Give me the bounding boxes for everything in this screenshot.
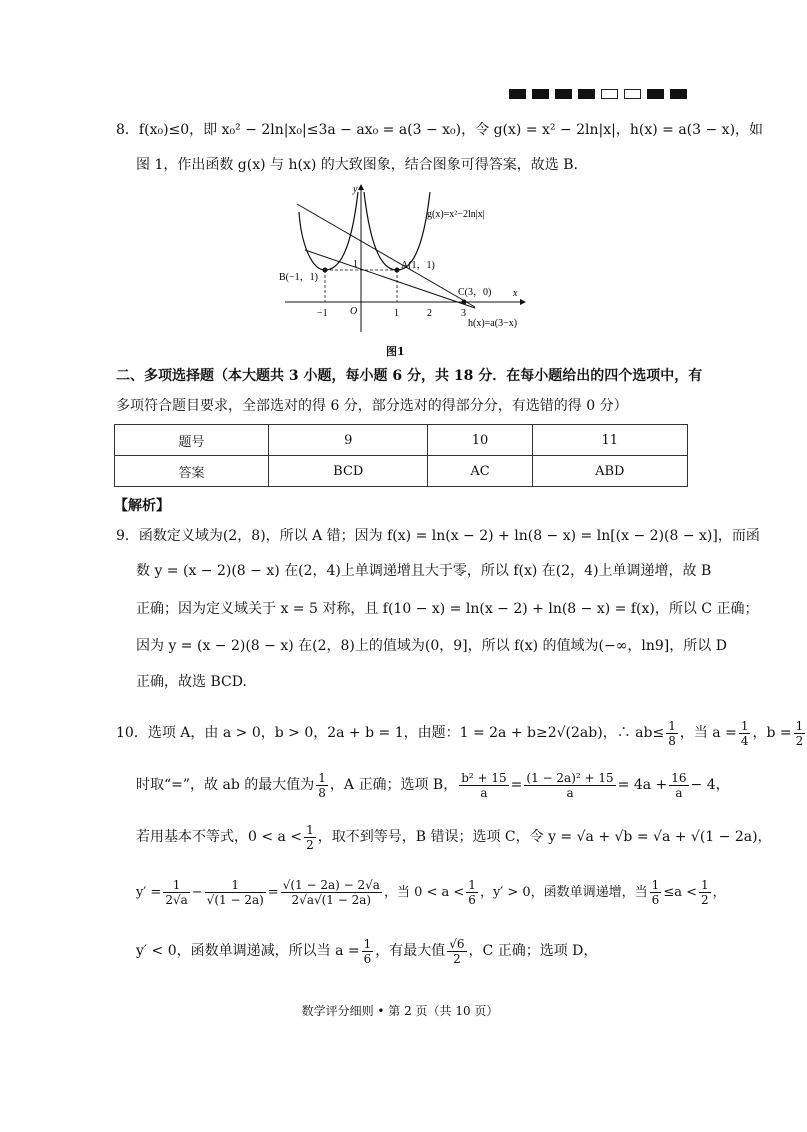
fraction [699, 878, 711, 907]
q10-text: ，b = [752, 725, 792, 741]
q9-line1 [116, 526, 760, 546]
g-curve-right [364, 192, 430, 270]
q10-text: ≤a < [663, 885, 697, 900]
section2-text1: 二、多项选择题（本大题共 3 小题，每小题 6 分，共 18 分．在每小题给出的四个选项中，有 [116, 368, 703, 384]
fraction-denominator: 6 [468, 893, 476, 907]
fraction-numerator: 1 [306, 822, 314, 837]
table-cell-answer: BCD [269, 456, 428, 487]
header-square [601, 89, 618, 99]
header-square [670, 89, 687, 99]
fraction-denominator: 2 [453, 951, 461, 966]
table-row [115, 456, 688, 487]
h-label: h(x)=a(3−x) [468, 318, 518, 329]
q10-text: ，当 0 < a < [383, 885, 465, 900]
fraction-denominator: a [566, 785, 574, 800]
table-cell-answer: AC [428, 456, 532, 487]
q10-text: y′ < 0，函数单调递减，所以当 a = [136, 943, 360, 959]
q10-text: ， [712, 885, 726, 900]
q9-line4: 因为 y = (x − 2)(8 − x) 在(2，8)上的值域为(0，9]，所以 f(x) 的值域为(−∞，ln9]，所以 D [136, 638, 727, 654]
q10-line1 [116, 716, 807, 750]
g-label: g(x)=x²−2ln|x| [427, 209, 485, 220]
fraction-numerator: 16 [671, 770, 687, 785]
x-axis-arrow [520, 299, 526, 305]
q10-text: 选项 A，由 a > 0，b > 0，2a + b = 1，由题：1 = 2a + b≥2√(2ab)，∴ ab≤ [147, 725, 665, 741]
fraction-denominator: 2√a√(1 − 2a) [291, 893, 372, 907]
fraction [205, 878, 266, 907]
table-cell-number: 9 [269, 425, 428, 456]
q8-number: 8． [116, 122, 139, 138]
fraction-denominator: 2 [700, 893, 709, 907]
q10-text: ，当 a = [679, 725, 737, 741]
q10-text: = [267, 885, 279, 900]
fraction [459, 771, 508, 800]
q9-line3: 正确；因为定义域关于 x = 5 对称，且 f(10 − x) = ln(x − 2) + ln(8 − x) = f(x)，所以 C 正确； [136, 601, 759, 617]
point-b-dot [323, 268, 328, 273]
fraction-denominator: 8 [668, 733, 676, 748]
origin-label: O [350, 306, 358, 317]
section2-line2: 多项符合题目要求，全部选对的得 6 分，部分选对的得部分分，有选错的得 0 分） [116, 398, 628, 414]
fraction-numerator: 1 [668, 718, 676, 733]
answer-table [114, 424, 688, 487]
fraction-numerator: 1 [163, 878, 189, 893]
fraction [794, 719, 806, 748]
fraction-numerator: 1 [318, 770, 326, 785]
figure-caption: 图1 [386, 345, 405, 358]
q8-line1 [116, 120, 763, 140]
fraction-numerator: (1 − 2a)² + 15 [526, 770, 614, 785]
section2-line1 [116, 366, 702, 386]
fraction [666, 719, 678, 748]
header-square [578, 89, 595, 99]
header-square [532, 89, 549, 99]
q10-line3 [136, 820, 772, 854]
x-tick-neg1: −1 [317, 308, 328, 319]
q9-line2: 数 y = (x − 2)(8 − x) 在(2，4)上单调递增且大于零，所以 f(x) 在(2，4)上单调递增，故 B [136, 563, 712, 579]
fraction-numerator: √(1 − 2a) − 2√a [282, 878, 380, 892]
q10-line2 [136, 768, 730, 802]
page-footer: 数学评分细则 • 第 2 页（共 10 页） [301, 1004, 499, 1018]
fraction-denominator: 8 [318, 785, 326, 800]
point-a-dot [395, 268, 400, 273]
fraction-numerator: 1 [740, 718, 749, 733]
figure-1 [275, 182, 535, 337]
y-axis-label: y [353, 184, 358, 195]
fraction-numerator: 1 [205, 878, 266, 893]
q10-text: ，取不到等号，B 错误；选项 C，令 y = √a + √b = √a + √(1 − 2a)， [317, 829, 772, 845]
header-square [509, 89, 526, 99]
point-c-dot [462, 300, 467, 305]
table-cell-number: 10 [428, 425, 532, 456]
q9-text1: 函数定义域为(2，8)，所以 A 错；因为 f(x) = ln(x − 2) + ln(8 − x) = ln[(x − 2)(8 − x)]，而函 [138, 528, 760, 544]
fraction [304, 823, 316, 852]
header-marks [509, 89, 687, 99]
q10-line4 [136, 874, 726, 912]
q10-text: − 4， [690, 777, 730, 793]
table-cell-answer: ABD [532, 456, 687, 487]
q9-line5: 正确，故选 BCD. [136, 674, 247, 690]
fraction [447, 937, 466, 966]
header-square [624, 89, 641, 99]
q10-text: − [191, 885, 203, 900]
fraction-denominator: 2 [795, 733, 804, 748]
fraction-denominator: √(1 − 2a) [206, 893, 264, 907]
fraction-numerator: b² + 15 [461, 770, 507, 785]
fraction-denominator: 4 [740, 733, 749, 748]
header-square [555, 89, 572, 99]
q10-text: ，y′ > 0，函数单调递增，当 [479, 885, 648, 900]
fraction [281, 878, 382, 907]
x-tick-1: 1 [394, 308, 399, 319]
q10-line5 [136, 934, 597, 968]
q10-number: 10． [116, 725, 148, 741]
q9-number: 9． [116, 528, 139, 544]
fraction-numerator: 1 [468, 878, 476, 892]
point-a-label: A(1，1) [401, 260, 435, 271]
q8-text1: f(x₀)≤0，即 x₀² − 2ln|x₀|≤3a − ax₀ = a(3 − x₀)，令 g(x) = x² − 2ln|x|，h(x) = a(3 − x)，如 [138, 122, 764, 138]
fraction-numerator: 1 [363, 936, 372, 951]
y-tick-1: 1 [353, 259, 358, 270]
fraction-denominator: 2√a [165, 893, 188, 907]
table-cell-number: 11 [532, 425, 687, 456]
q10-text: ，有最大值 [375, 943, 446, 959]
q10-text: = 4a + [617, 777, 668, 793]
table-header-answer: 答案 [115, 456, 269, 487]
q10-text: ，C 正确；选项 D， [468, 943, 598, 959]
fraction [316, 771, 328, 800]
fraction-numerator: 1 [651, 878, 660, 892]
fraction [650, 878, 662, 907]
fraction [163, 878, 189, 907]
fraction-numerator: √6 [449, 936, 465, 951]
q10-text: 若用基本不等式，0 < a < [136, 829, 303, 845]
analysis-label: 【解析】 [114, 498, 170, 514]
fraction-denominator: a [480, 785, 488, 800]
table-header-number: 题号 [115, 425, 269, 456]
point-b-label: B(−1，1) [279, 272, 318, 283]
x-tick-2: 2 [427, 308, 432, 319]
fraction [739, 719, 751, 748]
h-line-2 [305, 250, 475, 308]
point-c-label: C(3，0) [458, 287, 492, 298]
fraction [669, 771, 688, 800]
q10-text: ，A 正确；选项 B， [329, 777, 458, 793]
x-tick-3: 3 [461, 308, 466, 319]
header-square [647, 89, 664, 99]
q10-text: 时取“=”，故 ab 的最大值为 [136, 777, 315, 793]
y-axis-arrow [358, 184, 364, 190]
q10-text: = [510, 777, 523, 793]
fraction-denominator: 6 [363, 951, 372, 966]
fraction [362, 937, 374, 966]
fraction-numerator: 1 [795, 718, 804, 733]
x-axis-label: x [513, 288, 518, 299]
q8-line2: 图 1，作出函数 g(x) 与 h(x) 的大致图象，结合图象可得答案，故选 B. [136, 157, 578, 173]
fraction-denominator: 2 [306, 837, 314, 852]
fraction [524, 771, 615, 800]
fraction-numerator: 1 [700, 878, 709, 892]
table-row [115, 425, 688, 456]
fraction-denominator: a [675, 785, 683, 800]
fraction-denominator: 6 [651, 893, 660, 907]
fraction [466, 878, 478, 907]
q10-text: y′ = [136, 885, 162, 900]
